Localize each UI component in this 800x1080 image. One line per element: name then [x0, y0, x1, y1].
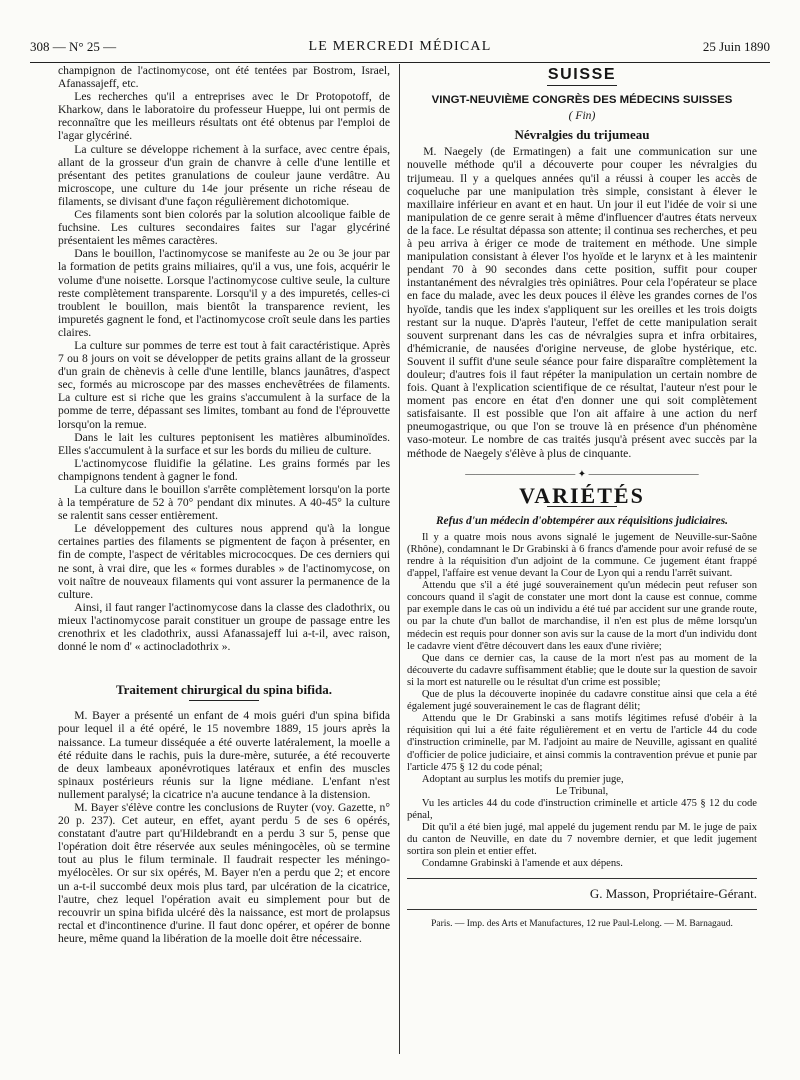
column-divider	[399, 64, 400, 1054]
paragraph: M. Bayer s'élève contre les conclusions de Ruyter (voy. Gazette, n° 20 p. 237). Cet auteur, en effet, ayant perdu 5 de ses 6 opérés, constatant d'autre part qu'Hildebrandt en a perdu 3 sur 5, pense que l'opération doit être réservée aux seules méningocèles, où se termine tout au plus le filum terminale. Il faudrait respecter les méningo-myélocèles. Or sur six opérés, M. Bayer n'en a perdu que 2; et encore un a-t-il succombé deux mois plus tard, par ulcération de la cicatrice, l'autre, chez lequel l'opération avait eu simplement pour but de recouvrir un spina bifida ulcéré dès la naissance, est mort de prolapsus rectal et d'incontinence d'urine. Il faut donc opérer, et opérer de bonne heure, même quand la libération de la moelle doit être nécessaire.	[58, 800, 390, 945]
footer-rule-2	[407, 909, 757, 910]
paragraph: Attendu que le Dr Grabinski a sans motifs légitimes refusé d'obéir à la réquisition qui lui a été faite régulièrement et en vertu de l'article 44 du code d'instruction criminelle, par M. l'adjoint au maire de Neuville, agissant en qualité d'officier de police judiciaire, et ainsi commis la contravention prévue et punie par l'article 475 § 12 du code pénal;	[407, 713, 757, 773]
paragraph: Dans le bouillon, l'actinomycose se manifeste au 2e ou 3e jour par la formation de petits grains miliaires, qu'il a vus, une fois, acquérir le volume d'une noisette. Lorsque l'actinomycose cultive seule, la culture reste complètement transparente. Lorsqu'il y a des impuretés, celles-ci troublent le bouillon, mais bientôt la transparence revient, les impuretés gagnent le fond, et l'actinomycose croît seule dans les parties claires.	[58, 247, 390, 339]
article-title: Refus d'un médecin d'obtempérer aux réquisitions judiciaires.	[435, 514, 729, 527]
right-column	[407, 64, 757, 931]
section-heading-suisse: SUISSE	[547, 66, 617, 83]
paragraph: La culture dans le bouillon s'arrête complètement lorsqu'on la porte à la température de 52 à 70° pendant dix minutes. A 40-45° la culture se ralentit sans cesser entièrement.	[58, 483, 390, 523]
heading-underline	[547, 85, 617, 86]
paragraph: Ces filaments sont bien colorés par la solution alcoolique faible de fuchsine. Les cultures secondaires faites sur l'agar glycériné présentaient les mêmes caractères.	[58, 208, 390, 248]
section-heading-varietes: VARIÉTÉS	[519, 482, 645, 508]
signature: G. Masson, Propriétaire-Gérant.	[589, 886, 757, 902]
issue-date: 25 Juin 1890	[702, 39, 770, 54]
journal-title: LE MERCREDI MÉDICAL	[308, 39, 492, 54]
paragraph: Condamne Grabinski à l'amende et aux dépens.	[421, 858, 623, 870]
paragraph: champignon de l'actinomycose, ont été tentées par Bostrom, Israel, Afanassajeff, etc.	[58, 64, 390, 91]
paragraph: Le Tribunal,	[555, 785, 609, 797]
paragraph: Il y a quatre mois nous avons signalé le jugement de Neuville-sur-Saône (Rhône), condamnant le Dr Grabinski à 6 francs d'amende pour avoir refusé de se rendre à la réquisition d'un adjoint de la commune. Ce jugement étant frappé d'appel, l'affaire est venue devant la Cour de Lyon qui a rendu l'arrêt suivant.	[407, 531, 757, 580]
section-title: Névralgies du trijumeau	[514, 127, 650, 143]
printer-footer: Paris. — Imp. des Arts et Manufactures, 12 rue Paul-Lelong. — M. Barnagaud.	[431, 918, 733, 929]
paragraph: L'actinomycose fluidifie la gélatine. Les grains formés par les champignons tendent à gagner le fond.	[58, 456, 390, 483]
fin-note: ( Fin)	[568, 109, 596, 123]
title-underline	[189, 700, 259, 701]
paragraph: La culture sur pommes de terre est tout à fait caractéristique. Après 7 ou 8 jours on voit se développer de petits grains allant de la grosseur d'un grain de chènevis à celle d'une lentille, blancs jaunâtres, d'aspect sec, formés au microscope par des masses enchevêtrées de filaments. La culture est si riche que les grains s'accumulent à la surface de la pomme de terre, dépassant ses limites, tombant au fond de l'éprouvette lorsqu'on la remue.	[58, 338, 390, 431]
section-title: Traitement chirurgical du spina bifida.	[115, 682, 333, 698]
paragraph: Ainsi, il faut ranger l'actinomycose dans la classe des cladothrix, ou mieux l'actinomycose parait constituer un groupe de passage entre les crenothrix et les cladothrix, aussi Afanassajeff lui a-t-il, avec raison, donné le nom d' « actinocladothrix ».	[58, 600, 390, 654]
ornament-divider: ——————————— ✦ ———————————	[465, 468, 699, 480]
header-rule	[30, 62, 770, 63]
paragraph: Attendu que s'il a été jugé souverainement qu'un médecin peut refuser son concours quand il s'agit de constater une mort dont la cause est connue, comme par exemple dans le cas où un individu a été tué par accident sur une grande route, ou par la chute d'un ballot de marchandise, il n'en est plus de même lorsqu'un médecin est requis pour donner son avis sur la cause de la mort d'un individu dont le cadavre vient d'être découvert dans les eaux d'une rivière;	[407, 580, 757, 652]
paragraph: Que dans ce dernier cas, la cause de la mort n'est pas au moment de la découverte du cadavre suffisamment établie; que le doute sur la question de savoir si la mort est naturelle ou le résultat d'un crime est possible;	[407, 652, 757, 688]
running-header	[30, 38, 770, 56]
paragraph: Dit qu'il a été bien jugé, mal appelé du jugement rendu par M. le juge de paix du canton de Neuville, en date du 7 novembre dernier, et que ledit jugement sortira son plein et entier effet.	[407, 822, 757, 858]
paragraph: Que de plus la découverte inopinée du cadavre constitue ainsi que cela a été également jugé souverainement le cas de flagrant délit;	[407, 689, 757, 713]
paragraph: Le développement des cultures nous apprend qu'à la longue certaines parties des filaments se pigmentent de façon à présenter, en fin de compte, l'aspect de véritables micrococques. De ces derniers qui ne sont, à vrai dire, que les « formes durables » de l'actinomycose, on voit naître de nouveaux filaments qui vont assurer la permanence de la culture.	[58, 522, 390, 601]
paragraph: Adoptant au surplus les motifs du premier juge,	[421, 773, 624, 785]
left-column	[58, 64, 390, 945]
paragraph: M. Bayer a présenté un enfant de 4 mois guéri d'un spina bifida pour lequel il a été opéré, le 15 novembre 1889, 15 jours après la naissance. La tumeur disséquée a été ouverte latéralement, la moelle a été réduite dans le rachis, puis la dure-mère, suturée, a été recouverte de deux lambeaux aponévrotiques latéraux et enfin des muscles spinaux postérieurs réunis sur la ligne médiane. L'enfant n'est nullement paralysé; la cicatrice n'a aucune tendance à la distension.	[58, 709, 390, 801]
paragraph: Les recherches qu'il a entreprises avec le Dr Protopotoff, de Kharkow, dans le laboratoire du professeur Hueppe, lui ont permis de reconnaître que les meilleurs résultats ont été obtenus par l'emploi de l'agar glycériné.	[58, 90, 390, 143]
page-number: 308 — N° 25 —	[30, 39, 117, 54]
paragraph: Vu les articles 44 du code d'instruction criminelle et article 475 § 12 du code pénal,	[407, 797, 757, 821]
paragraph: Dans le lait les cultures peptonisent les matières albuminoïdes. Elles s'accumulent à la surface et sur les bords du milieu de culture.	[58, 430, 390, 457]
paragraph: M. Naegely (de Ermatingen) a fait une communication sur une nouvelle méthode qu'il a découverte pour couper les névralgies du trijumeau. Il y a quelques années qu'il a réussi à couper les accès de coqueluche par une manipulation très simple, consistant à élever le maxillaire inférieur en avant et en haut. Un jour il eut l'idée de voir si une manipulation de ce genre serait à même d'influencer d'autres états nerveux de la face. Le résultat dépassa son attente; il continua ses recherches, et peu à peu arriva à ériger ce mode de traitement en méthode. Une simple manipulation consistant à élever l'os hyoïde et le larynx et à les maintenir pendant 70 à 90 secondes dans cette position, suffit pour couper instantanément des névralgies très opiniâtres. Pour cela l'opérateur se place en face du malade, avec les deux pouces il élève les grandes cornes de l'os hyoïde, tandis que les index s'appliquent sur les oreilles et les trois doigts restant sur la nuque. D'après l'auteur, l'effet de cette manipulation serait souvent surprenant dans les cas de névralgies supra et infra orbitaires, d'hémicranie, de nausées d'origine nerveuse, de globe hystérique, etc. Souvent il suffit d'une seule séance pour faire disparaître complètement la douleur; d'autres fois il faut répéter la manipulation un certain nombre de fois. Quant à l'explication scientifique de ce résultat, l'auteur n'est pour le moment pas encore en état d'en donner une qui soit complètement satisfaisante. Il est possible que l'on ait affaire à une action du nerf pneumogastrique, ou que l'on se trouve là en présence d'un phénomène vaso-moteur. Le nombre de cas traités jusqu'à présent avec succès par la méthode de Naegely s'élève à plus de cinquante.	[407, 145, 757, 460]
paragraph: La culture se développe richement à la surface, avec centre épais, allant de la grosseur d'un grain de chanvre à celle d'une lentille et présentant des petites granulations de couleur jaune verdâtre. Au microscope, une culture du 14e jour présente un riche réseau de filaments, se divisant d'une façon régulièrement dichotomique.	[58, 142, 390, 208]
footer-rule	[407, 878, 757, 879]
congress-title: VINGT-NEUVIÈME CONGRÈS DES MÉDECINS SUISSES	[431, 94, 733, 107]
